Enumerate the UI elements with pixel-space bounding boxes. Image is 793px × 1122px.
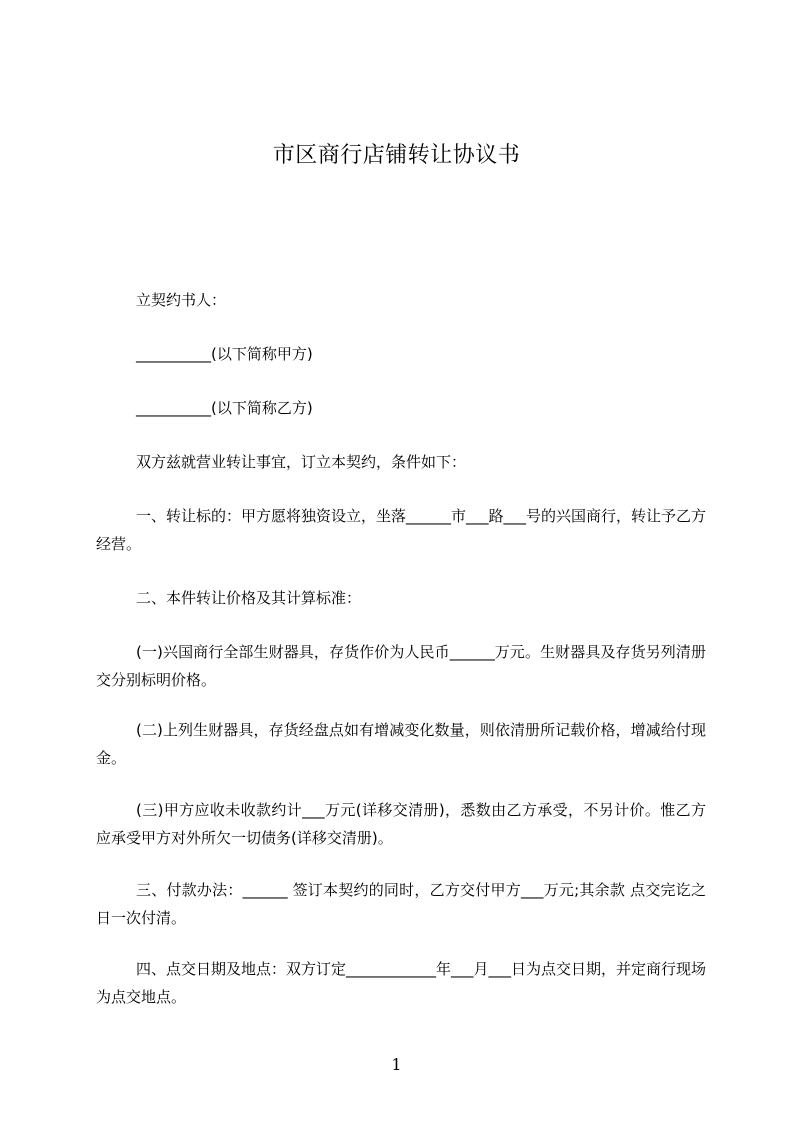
paragraph-clause-2-3: (三)甲方应收未收款约计___万元(详移交清册)，悉数由乙方承受，不另计价。惟乙方应承受甲方对外所欠一切债务(详移交清册)。 <box>96 801 706 847</box>
paragraph-clause-2: 二、本件转让价格及其计算标准： <box>136 589 362 607</box>
paragraph-clause-4: 四、点交日期及地点：双方订定____________年___月___日为点交日期，并定商行现场为点交地点。 <box>96 960 707 1006</box>
document-title: 市区商行店铺转让协议书 <box>272 143 521 168</box>
paragraph-clause-2-1: (一)兴国商行全部生财器具，存货作价为人民币______万元。生财器具及存货另列清册交分别标明价格。 <box>96 643 706 689</box>
paragraph-preamble: 双方兹就营业转让事宜，订立本契约，条件如下： <box>136 453 467 471</box>
page-number: 1 <box>391 1055 402 1074</box>
paragraph-parties-heading: 立契约书人： <box>136 291 227 309</box>
paragraph-clause-3: 三、付款办法：______ 签订本契约的同时，乙方交付甲方___万元;其余款 点交完讫之日一次付清。 <box>96 881 706 927</box>
paragraph-clause-1: 一、转让标的：甲方愿将独资设立，坐落______市___路___号的兴国商行，转让予乙方经营。 <box>96 507 707 553</box>
paragraph-party-a: __________(以下简称甲方) <box>136 345 313 363</box>
paragraph-party-b: __________(以下简称乙方) <box>136 399 313 417</box>
paragraph-clause-2-2: (二)上列生财器具，存货经盘点如有增减变化数量，则依清册所记载价格，增减给付现金。 <box>96 721 706 767</box>
